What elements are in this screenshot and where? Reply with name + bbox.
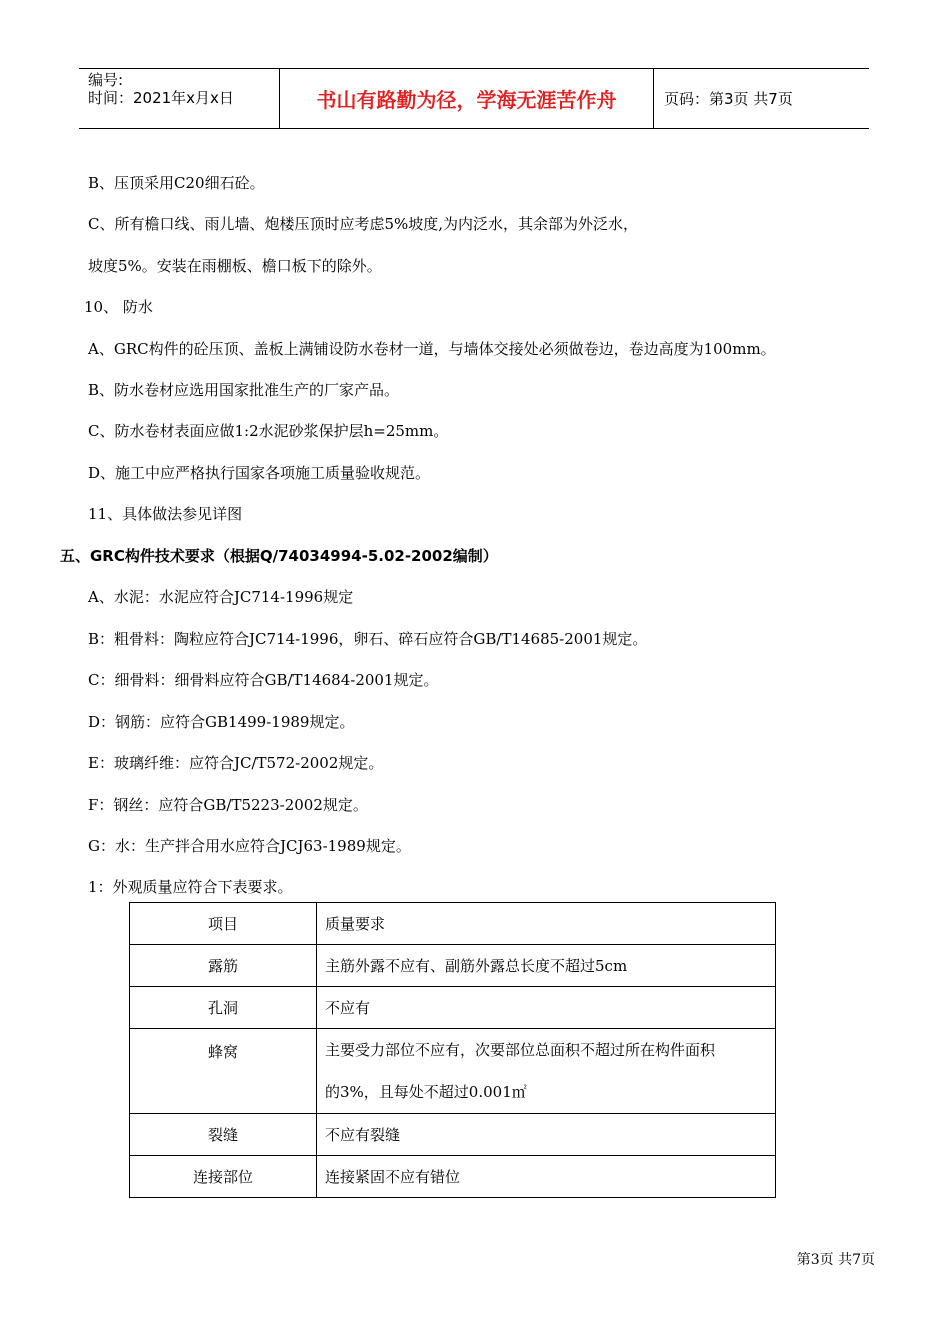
table-header-cell: 质量要求 xyxy=(317,903,776,945)
body-line: C、防水卷材表面应做1:2水泥砂浆保护层h=25mm。 xyxy=(88,422,449,440)
header-motto: 书山有路勤为径，学海无涯苦作舟 xyxy=(280,69,654,128)
table-cell-requirement: 不应有 xyxy=(317,987,776,1029)
body-line: 11、具体做法参见详图 xyxy=(88,505,243,523)
section-line: E：玻璃纤维：应符合JC/T572-2002规定。 xyxy=(88,754,384,772)
section-line: 1：外观质量应符合下表要求。 xyxy=(88,878,293,896)
document-number-label: 编号: xyxy=(88,71,124,89)
table-cell-item: 孔洞 xyxy=(130,987,317,1029)
section-line: B：粗骨料：陶粒应符合JC714-1996，卵石、碎石应符合GB/T14685-2001规定。 xyxy=(88,630,648,648)
table-cell-item: 露筋 xyxy=(130,945,317,987)
table-cell-requirement: 主筋外露不应有、副筋外露总长度不超过5cm xyxy=(317,945,776,987)
body-line: B、防水卷材应选用国家批准生产的厂家产品。 xyxy=(88,381,400,399)
page-footer: 第3页 共7页 xyxy=(796,1252,875,1268)
section-line: F：钢丝：应符合GB/T5223-2002规定。 xyxy=(88,796,368,814)
table-cell-requirement: 连接紧固不应有错位 xyxy=(317,1156,776,1198)
header-meta xyxy=(79,69,280,128)
section-heading: 五、GRC构件技术要求（根据Q/74034994-5.02-2002编制） xyxy=(60,547,498,565)
requirement-line: 的3%，且每处不超过0.001㎡ xyxy=(325,1083,527,1101)
body-line: D、施工中应严格执行国家各项施工质量验收规范。 xyxy=(88,464,431,482)
table-cell-requirement xyxy=(317,1029,776,1114)
section-line: A、水泥：水泥应符合JC714-1996规定 xyxy=(88,588,354,606)
section-line: G：水：生产拌合用水应符合JCJ63-1989规定。 xyxy=(88,837,411,855)
quality-table xyxy=(129,902,776,1198)
table-header-cell: 项目 xyxy=(130,903,317,945)
document-time-label: 时间：2021年x月x日 xyxy=(88,89,234,107)
table-row xyxy=(130,1156,776,1198)
body-line: 10、 防水 xyxy=(84,298,153,316)
table-row xyxy=(130,945,776,987)
body-line: C、所有檐口线、雨儿墙、炮楼压顶时应考虑5%坡度,为内泛水，其余部为外泛水， xyxy=(88,215,639,233)
table-row xyxy=(130,1114,776,1156)
table-row xyxy=(130,987,776,1029)
section-line: C：细骨料：细骨料应符合GB/T14684-2001规定。 xyxy=(88,671,439,689)
body-line: B、压顶采用C20细石砼。 xyxy=(88,174,265,192)
page-header xyxy=(79,68,869,129)
table-row xyxy=(130,1029,776,1114)
section-line: D：钢筋：应符合GB1499-1989规定。 xyxy=(88,713,355,731)
table-cell-item: 裂缝 xyxy=(130,1114,317,1156)
body-line: 坡度5%。安装在雨棚板、檐口板下的除外。 xyxy=(88,257,382,275)
body-line: A、GRC构件的砼压顶、盖板上满铺设防水卷材一道，与墙体交接处必须做卷边，卷边高度为100mm。 xyxy=(88,340,776,358)
table-header-row xyxy=(130,903,776,945)
requirement-line: 主要受力部位不应有，次要部位总面积不超过所在构件面积 xyxy=(325,1041,716,1059)
header-page-label: 页码：第3页 共7页 xyxy=(664,90,793,108)
table-cell-requirement: 不应有裂缝 xyxy=(317,1114,776,1156)
table-cell-item: 蜂窝 xyxy=(130,1029,317,1114)
table-cell-item: 连接部位 xyxy=(130,1156,317,1198)
